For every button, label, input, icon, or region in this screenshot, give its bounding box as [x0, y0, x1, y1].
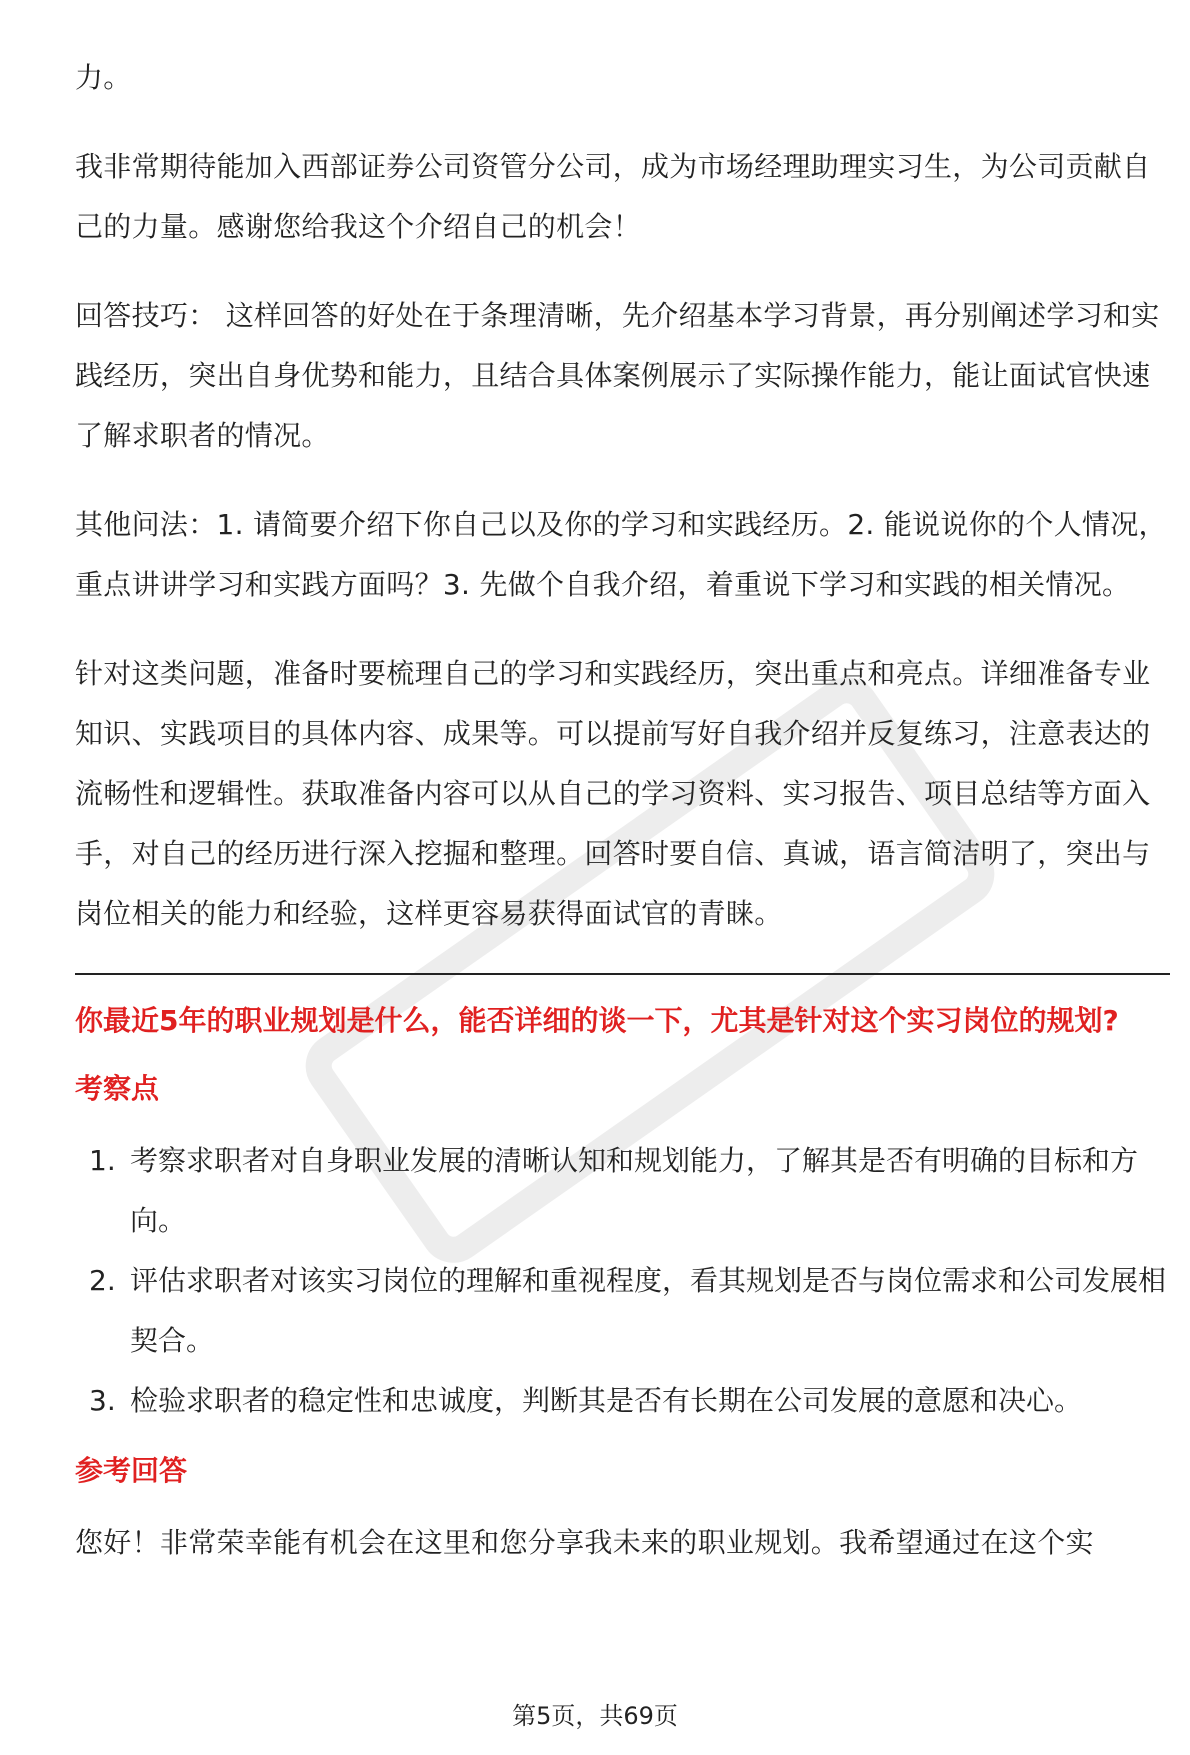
reference-answer-title: 参考回答: [75, 1454, 188, 1487]
list-item-text: 考察求职者对自身职业发展的清晰认知和规划能力，了解其是否有明确的目标和方向。: [130, 1144, 1139, 1237]
list-item-number: 2.: [89, 1264, 116, 1297]
paragraph-answer-tips: 回答技巧： 这样回答的好处在于条理清晰，先介绍基本学习背景，再分别阐述学习和实践经历，突出自身优势和能力，且结合具体案例展示了实际操作能力，能让面试官快速了解求职者的情况。: [75, 299, 1160, 452]
section-divider: [75, 973, 1170, 975]
list-item: [75, 1371, 1170, 1431]
list-item-text: 检验求职者的稳定性和忠诚度，判断其是否有长期在公司发展的意愿和决心。: [130, 1384, 1083, 1417]
inspection-points-list: [75, 1131, 1170, 1431]
main-content: [75, 48, 1170, 1602]
list-item-text: 评估求职者对该实习岗位的理解和重视程度，看其规划是否与岗位需求和公司发展相契合。: [130, 1264, 1167, 1357]
list-item-number: 3.: [89, 1384, 116, 1417]
page-number: 第5页，共69页: [512, 1702, 678, 1730]
paragraph-preparation-advice: 针对这类问题，准备时要梳理自己的学习和实践经历，突出重点和亮点。详细准备专业知识、实践项目的具体内容、成果等。可以提前写好自我介绍并反复练习，注意表达的流畅性和逻辑性。获取准备内容可以从自己的学习资料、实习报告、项目总结等方面入手，对自己的经历进行深入挖掘和整理。回答时要自信、真诚，语言简洁明了，突出与岗位相关的能力和经验，这样更容易获得面试官的青睐。: [75, 657, 1151, 930]
paragraph-closing: 我非常期待能加入西部证券公司资管分公司，成为市场经理助理实习生，为公司贡献自己的力量。感谢您给我这个介绍自己的机会！: [75, 150, 1151, 243]
list-item-number: 1.: [89, 1144, 116, 1177]
reference-answer-text: 您好！非常荣幸能有机会在这里和您分享我未来的职业规划。我希望通过在这个实: [75, 1526, 1094, 1559]
list-item: [75, 1251, 1170, 1371]
list-item: [75, 1131, 1170, 1251]
interview-question: 你最近5年的职业规划是什么，能否详细的谈一下，尤其是针对这个实习岗位的规划?: [75, 1004, 1119, 1037]
paragraph-other-questions: 其他问法：1. 请简要介绍下你自己以及你的学习和实践经历。2. 能说说你的个人情况，重点讲讲学习和实践方面吗？3. 先做个自我介绍，着重说下学习和实践的相关情况。: [75, 508, 1167, 601]
paragraph-continuation: 力。: [75, 61, 132, 94]
inspection-points-title: 考察点: [75, 1072, 160, 1105]
